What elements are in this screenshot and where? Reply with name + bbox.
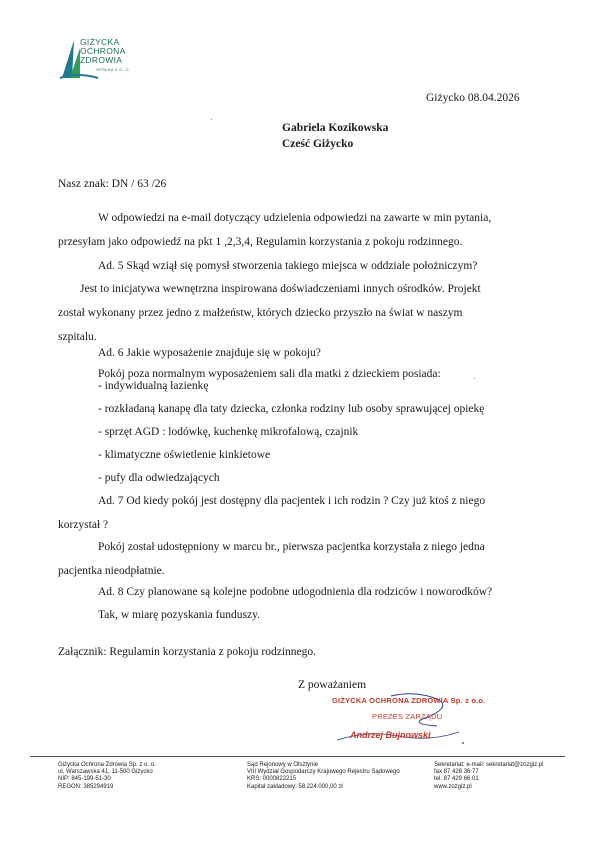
logo-subtitle: SPÓŁKA Z O. O. — [96, 67, 131, 72]
stamp-company: GIŻYCKA OCHRONA ZDROWIA Sp. z o.o. — [332, 696, 486, 705]
scan-speck — [474, 378, 475, 379]
footer-registry-info: Sąd Rejonowy w Olsztynie VIII Wydział Gospodarczy Krajowego Rejestru Sądowego KRS: 0000822215 Kapitał zakładowy: 58.224.000,00 zł — [247, 762, 400, 790]
body-line: Jest to inicjatywa wewnętrzna inspirowana doświadczeniami innych ośrodków. Projekt — [80, 283, 481, 295]
body-line: Pokój poza normalnym wyposażeniem sali dla matki z dzieckiem posiada: — [98, 368, 441, 380]
addressee-line2: Cześć Giżycko — [282, 138, 354, 150]
body-line: korzystał ? — [58, 519, 109, 531]
stamp-title: PREZES ZARZĄDU — [372, 712, 443, 721]
list-item: - rozkładaną kanapę dla taty dziecka, członka rodziny lub osoby sprawującej opiekę — [98, 403, 485, 415]
footer-company-info: Giżycka Ochrona Zdrowia Sp. z o. o. ul. Warszawska 41, 11-500 Giżycko NIP: 845-199-51-30 REGON: 385294919 — [58, 762, 156, 790]
body-line: pacjentka nieodpłatnie. — [58, 565, 165, 577]
body-line: został wykonany przez jedno z małżeństw, których dziecko przyszło na świat w naszym — [58, 307, 463, 319]
footer-contact-info: Sekretariat: e-mail: sekretariat@zozgiz.pl fax 87 428 36 77 tel. 87 429 66 01 www.zozgiz.pl — [434, 762, 544, 790]
body-line: Tak, w miarę pozyskania funduszy. — [98, 609, 260, 621]
stamp-name: Andrzej Bujnowski — [350, 730, 431, 740]
body-line: Pokój został udostępniony w marcu br., pierwsza pacjentka korzystała z niego jedna — [98, 541, 485, 553]
reference-number: Nasz znak: DN / 63 /26 — [58, 178, 167, 190]
body-line: przesyłam jako odpowiedź na pkt 1 ,2,3,4, Regulamin korzystania z pokoju rodzinnego. — [58, 236, 463, 248]
list-item: - pufy dla odwiedzających — [98, 472, 220, 484]
letter-date: Giżycko 08.04.2026 — [426, 92, 520, 104]
question-ad5: Ad. 5 Skąd wziął się pomysł stworzenia takiego miejsca w oddziale położniczym? — [98, 260, 478, 272]
logo-text: GIŻYCKA OCHRONA ZDROWIA — [80, 37, 126, 65]
list-item: - sprzęt AGD : lodówkę, kuchenkę mikrofalową, czajnik — [98, 426, 359, 438]
addressee-name: Gabriela Kozikowska — [282, 122, 389, 134]
question-ad8: Ad. 8 Czy planowane są kolejne podobne udogodnienia dla rodziców i noworodków? — [98, 586, 493, 598]
question-ad6: Ad. 6 Jakie wyposażenie znajduje się w pokoju? — [98, 347, 321, 359]
body-line: W odpowiedzi na e-mail dotyczący udzielenia odpowiedzi na zawarte w min pytania, — [98, 212, 492, 224]
list-item: - indywidualną łazienkę — [98, 380, 209, 392]
body-line: szpitalu. — [58, 331, 97, 343]
list-item: - klimatyczne oświetlenie kinkietowe — [98, 449, 271, 461]
question-ad7: Ad. 7 Od kiedy pokój jest dostępny dla pacjentek i ich rodzin ? Czy już ktoś z niego — [98, 495, 486, 507]
scan-speck — [462, 742, 464, 744]
addressee — [282, 120, 388, 152]
scan-speck — [211, 119, 212, 120]
attachment-note: Załącznik: Regulamin korzystania z pokoju rodzinnego. — [58, 646, 317, 658]
footer-divider — [30, 756, 565, 757]
closing-salutation: Z poważaniem — [298, 679, 367, 691]
